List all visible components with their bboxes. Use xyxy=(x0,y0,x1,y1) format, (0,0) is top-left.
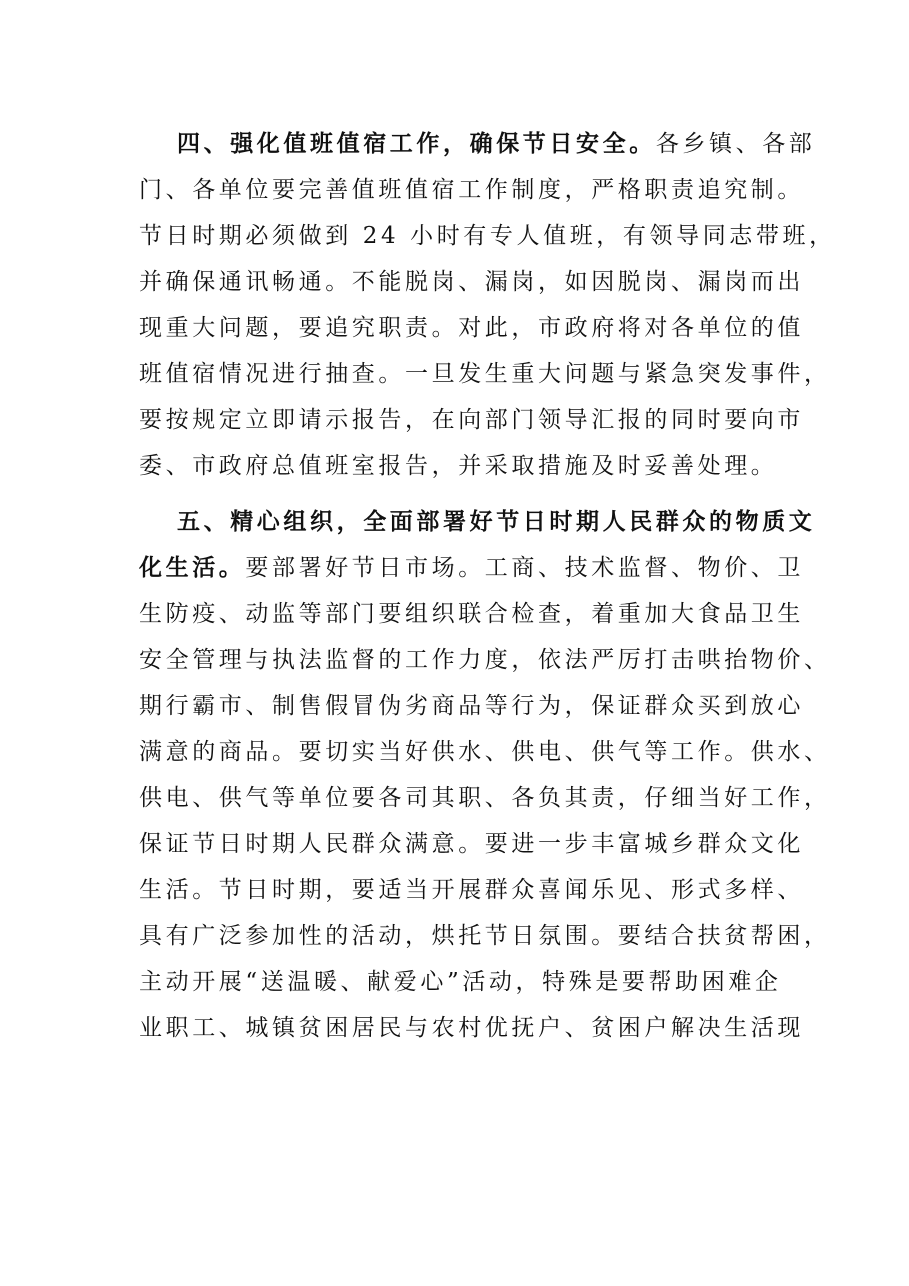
paragraph-line: 委、市政府总值班室报告，并采取措施及时妥善处理。 xyxy=(139,453,778,479)
paragraph-line xyxy=(177,128,815,160)
paragraph-line: 现重大问题，要追究职责。对此，市政府将对各单位的值 xyxy=(139,315,804,341)
paragraph-line: 并确保通讯畅通。不能脱岗、漏岗，如因脱岗、漏岗而出 xyxy=(139,269,804,295)
paragraph-text: 要部署好节日市场。工商、技术监督、物价、卫 xyxy=(245,555,805,581)
paragraph-line: 满意的商品。要切实当好供水、供电、供气等工作。供水、 xyxy=(139,739,831,765)
paragraph-line: 生防疫、动监等部门要组织联合检查，着重加大食品卫生 xyxy=(139,601,804,627)
paragraph-line: 生活。节日时期，要适当开展群众喜闻乐见、形式多样、 xyxy=(139,877,804,903)
paragraph-line: 主动开展“送温暖、献爱心”活动，特殊是要帮助困难企 xyxy=(139,969,782,995)
paragraph-line: 要按规定立即请示报告，在向部门领导汇报的同时要向市 xyxy=(139,407,804,433)
paragraph-line: 保证节日时期人民群众满意。要进一步丰富城乡群众文化 xyxy=(139,831,804,857)
paragraph-line: 班值宿情况进行抽查。一旦发生重大问题与紧急突发事件， xyxy=(139,361,831,387)
paragraph-line: 具有广泛参加性的活动，烘托节日氛围。要结合扶贫帮困， xyxy=(139,923,831,949)
paragraph-line: 节日时期必须做到 24 小时有专人值班，有领导同志带班， xyxy=(139,223,836,249)
paragraph-line xyxy=(139,552,804,584)
section-heading: 五、精心组织，全面部署好节日时期人民群众的物质文 xyxy=(177,509,816,535)
paragraph-line: 供电、供气等单位要各司其职、各负其责，仔细当好工作， xyxy=(139,785,831,811)
paragraph-line: 业职工、城镇贫困居民与农村优抚户、贫困户解决生活现 xyxy=(139,1015,804,1041)
paragraph-text: 各乡镇、各部 xyxy=(655,131,816,157)
section-heading: 化生活。 xyxy=(139,555,246,581)
paragraph-line: 安全管理与执法监督的工作力度，依法严厉打击哄抬物价、 xyxy=(139,647,831,673)
section-heading: 四、强化值班值宿工作，确保节日安全。 xyxy=(177,131,656,157)
paragraph-line: 期行霸市、制售假冒伪劣商品等行为，保证群众买到放心 xyxy=(139,693,804,719)
paragraph-line: 门、各单位要完善值班值宿工作制度，严格职责追究制。 xyxy=(139,177,804,203)
